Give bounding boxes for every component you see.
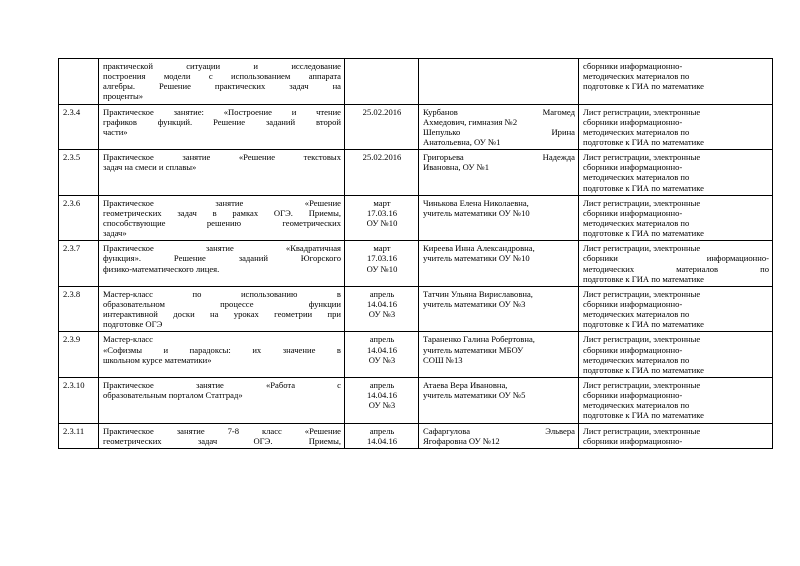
text-line: сборники информационно- — [583, 162, 683, 173]
text-line: практической ситуации и исследование — [103, 61, 341, 71]
text-line: школьном курсе математики» — [103, 354, 212, 365]
text-line: Ягофаровна ОУ №12 — [423, 435, 500, 446]
text-line: методических материалов по — [583, 354, 690, 365]
cell-date — [345, 286, 419, 332]
cell-person — [419, 195, 579, 241]
text-line: Лист регистрации, электронные — [583, 106, 701, 117]
plan-table — [58, 58, 773, 449]
cell-result — [579, 150, 773, 196]
cell-number: 2.3.9 — [59, 332, 99, 378]
text-line: 14.04.16 — [366, 390, 398, 401]
text-line: ОУ №10 — [366, 263, 398, 274]
cell-result — [579, 195, 773, 241]
text-line: методических материалов по — [583, 309, 690, 320]
text-line: сборники информационно- — [583, 253, 769, 264]
table-row — [59, 59, 773, 105]
cell-number: 2.3.6 — [59, 195, 99, 241]
text-line: Практическое занятие «Квадратичная — [103, 243, 341, 254]
text-line: 25.02.2016 — [362, 106, 402, 117]
cell-person — [419, 104, 579, 150]
text-line: подготовке ОГЭ — [103, 319, 163, 330]
text-line: Григорьева Надежда — [423, 152, 575, 163]
text-line: ОУ №3 — [368, 309, 396, 320]
text-line: Ивановна, ОУ №1 — [423, 162, 490, 173]
text-line: образовательным порталом Статград» — [103, 390, 243, 401]
cell-description — [99, 195, 345, 241]
cell-number: 2.3.8 — [59, 286, 99, 332]
text-line: функция». Решение заданий Югорского — [103, 253, 341, 264]
cell-person — [419, 59, 579, 105]
cell-date — [345, 332, 419, 378]
text-line: Лист регистрации, электронные — [583, 152, 701, 163]
cell-description — [99, 241, 345, 287]
text-line: апрель — [369, 379, 395, 390]
text-line: Лист регистрации, электронные — [583, 334, 701, 345]
cell-result — [579, 104, 773, 150]
text-line: методических материалов по — [583, 263, 769, 274]
text-line: ОУ №10 — [366, 217, 398, 228]
text-line: подготовке к ГИА по математике — [583, 81, 704, 92]
text-line: подготовке к ГИА по математике — [583, 228, 704, 239]
text-line: апрель — [369, 288, 395, 299]
text-line: методических материалов по — [583, 71, 690, 82]
text-line: Практическое занятие «Работа с — [103, 379, 341, 390]
cell-date — [345, 150, 419, 196]
cell-description — [99, 423, 345, 448]
table-body — [59, 59, 773, 449]
cell-person — [419, 377, 579, 423]
text-line: геометрических задач в рамках ОГЭ. Приемы, — [103, 207, 341, 218]
cell-number: 2.3.11 — [59, 423, 99, 448]
text-line: построения модели с использованием аппарата — [103, 71, 341, 82]
text-line: 14.04.16 — [366, 435, 398, 446]
cell-result — [579, 332, 773, 378]
text-line: подготовке к ГИА по математике — [583, 319, 704, 330]
text-line: Лист регистрации, электронные — [583, 379, 701, 390]
text-line: сборники информационно- — [583, 116, 683, 127]
text-line: сборники информационно- — [583, 298, 683, 309]
text-line: апрель — [369, 334, 395, 345]
text-line: подготовке к ГИА по математике — [583, 273, 704, 284]
cell-number: 2.3.5 — [59, 150, 99, 196]
text-line: образовательном процессе функции — [103, 298, 341, 309]
table-row — [59, 423, 773, 448]
cell-description — [99, 286, 345, 332]
text-line: Мастер-класс по использованию в — [103, 288, 341, 299]
text-line: Атаева Вера Ивановна, — [423, 379, 508, 390]
cell-result — [579, 377, 773, 423]
text-line: Практическое занятие: «Построение и чтение — [103, 106, 341, 117]
text-line: физико-математического лицея. — [103, 263, 220, 274]
text-line: Лист регистрации, электронные — [583, 243, 701, 254]
text-line: методических материалов по — [583, 217, 690, 228]
text-line: Лист регистрации, электронные — [583, 425, 701, 436]
cell-result — [579, 241, 773, 287]
text-line: Сафаргулова Эльвера — [423, 425, 575, 436]
text-line: учитель математики ОУ №3 — [423, 298, 526, 309]
cell-person — [419, 241, 579, 287]
table-row — [59, 150, 773, 196]
table-row — [59, 332, 773, 378]
text-line: части» — [103, 126, 128, 137]
text-line: подготовке к ГИА по математике — [583, 410, 704, 421]
text-line: 25.02.2016 — [362, 152, 402, 163]
cell-date — [345, 423, 419, 448]
text-line: сборники информационно- — [583, 390, 683, 401]
table-row — [59, 377, 773, 423]
text-line: Тараненко Галина Робертовна, — [423, 334, 535, 345]
text-line: Практическое занятие «Решение — [103, 197, 341, 208]
text-line: методических материалов по — [583, 126, 690, 137]
cell-date — [345, 241, 419, 287]
text-line: 17.03.16 — [366, 253, 398, 264]
text-line: методических материалов по — [583, 400, 690, 411]
cell-person — [419, 150, 579, 196]
text-line: ОУ №3 — [368, 400, 396, 411]
text-line: Практическое занятие «Решение текстовых — [103, 152, 341, 163]
cell-person — [419, 286, 579, 332]
text-line: сборники информационно- — [583, 207, 683, 218]
text-line: Анатольевна, ОУ №1 — [423, 136, 501, 147]
text-line: ОУ №3 — [368, 354, 396, 365]
text-line: учитель математики ОУ №5 — [423, 390, 526, 401]
text-line: Чинькова Елена Николаевна, — [423, 197, 529, 208]
text-line: Курбанов Магомед — [423, 106, 575, 117]
text-line: геометрических задач ОГЭ. Приемы, — [103, 435, 341, 446]
text-line: СОШ №13 — [423, 354, 463, 365]
text-line: способствующие решению геометрических — [103, 217, 341, 228]
cell-person — [419, 332, 579, 378]
text-line: учитель математики МБОУ — [423, 344, 524, 355]
cell-description — [99, 332, 345, 378]
table-row — [59, 286, 773, 332]
cell-result — [579, 423, 773, 448]
table-row — [59, 104, 773, 150]
text-line: Татчин Ульяна Вириславовна, — [423, 288, 533, 299]
cell-description — [99, 150, 345, 196]
text-line: проценты» — [103, 91, 144, 102]
text-line: Киреева Инна Александровна, — [423, 243, 535, 254]
cell-person — [419, 423, 579, 448]
text-line: сборники информационно- — [583, 61, 683, 71]
cell-date — [345, 195, 419, 241]
cell-number — [59, 59, 99, 105]
text-line: 14.04.16 — [366, 344, 398, 355]
cell-number: 2.3.10 — [59, 377, 99, 423]
cell-description — [99, 59, 345, 105]
cell-result — [579, 59, 773, 105]
text-line: сборники информационно- — [583, 435, 683, 446]
text-line: Практическое занятие 7-8 класс «Решение — [103, 425, 341, 436]
cell-description — [99, 104, 345, 150]
text-line: подготовке к ГИА по математике — [583, 136, 704, 147]
text-line: задач на смеси и сплавы» — [103, 162, 197, 173]
text-line: Мастер-класс — [103, 334, 153, 345]
text-line: Шепулько Ирина — [423, 126, 575, 137]
text-line: 14.04.16 — [366, 298, 398, 309]
text-line: Ахмедович, гимназия №2 — [423, 116, 518, 127]
text-line: Лист регистрации, электронные — [583, 288, 701, 299]
text-line: методических материалов по — [583, 172, 690, 183]
cell-date — [345, 104, 419, 150]
text-line: сборники информационно- — [583, 344, 683, 355]
text-line: Лист регистрации, электронные — [583, 197, 701, 208]
cell-date — [345, 377, 419, 423]
cell-number: 2.3.4 — [59, 104, 99, 150]
text-line: учитель математики ОУ №10 — [423, 253, 530, 264]
text-line: март — [373, 243, 391, 254]
cell-result — [579, 286, 773, 332]
text-line: 17.03.16 — [366, 207, 398, 218]
text-line: алгебры. Решение практических задач на — [103, 81, 341, 92]
text-line: подготовке к ГИА по математике — [583, 364, 704, 375]
text-line: интерактивной доски на уроках геометрии при — [103, 309, 341, 320]
cell-date — [345, 59, 419, 105]
table-row — [59, 195, 773, 241]
table-row — [59, 241, 773, 287]
text-line: подготовке к ГИА по математике — [583, 182, 704, 193]
text-line: графиков функций. Решение заданий второй — [103, 116, 341, 127]
text-line: апрель — [369, 425, 395, 436]
text-line: учитель математики ОУ №10 — [423, 207, 530, 218]
text-line: март — [373, 197, 391, 208]
text-line: задач» — [103, 228, 127, 239]
text-line: «Софизмы и парадоксы: их значение в — [103, 344, 341, 355]
cell-description — [99, 377, 345, 423]
cell-number: 2.3.7 — [59, 241, 99, 287]
